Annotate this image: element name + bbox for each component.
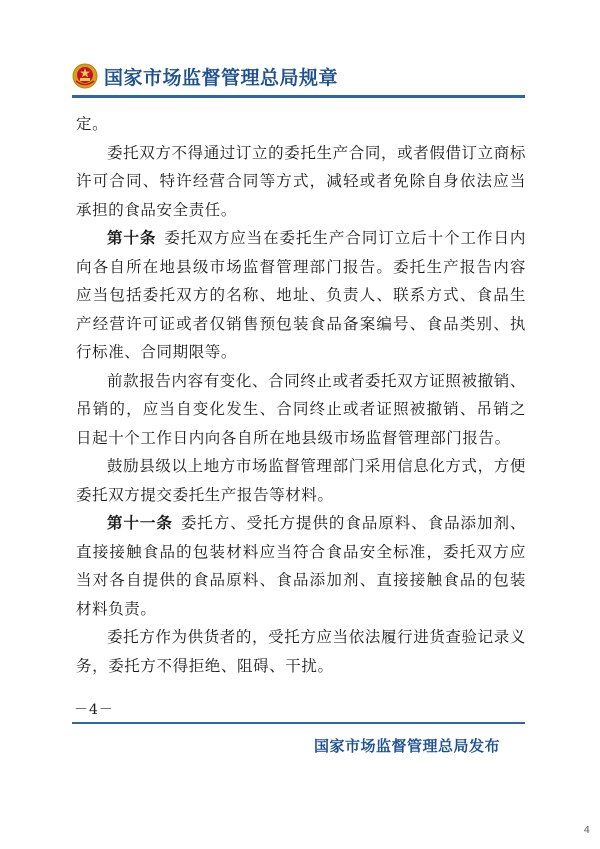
article-text: 委托方、受托方提供的食品原料、食品添加剂、直接接触食品的包装材料应当符合食品安全标准，委托双方应当对各自提供的食品原料、食品添加剂、直接接触食品的包装材料负责。: [76, 514, 526, 618]
paragraph: 前款报告内容有变化、合同终止或者委托双方证照被撤销、吊销的，应当自变化发生、合同终止或者证照被撤销、吊销之日起十个工作日内向各自所在地县级市场监督管理部门报告。: [76, 371, 526, 447]
paragraph: 委托双方不得通过订立的委托生产合同，或者假借订立商标许可合同、特许经营合同等方式，减轻或者免除自身依法应当承担的食品安全责任。: [76, 143, 526, 219]
article-number: 第十一条: [107, 514, 173, 532]
article-number: 第十条: [107, 229, 157, 247]
paragraph: 委托方作为供货者的，受托方应当依法履行进货查验记录义务，委托方不得拒绝、阻碍、干扰。: [76, 628, 526, 675]
article-11: [76, 509, 526, 623]
sheet-number: 4: [583, 825, 590, 836]
page-number: －4－: [74, 702, 114, 718]
body-content: [76, 110, 526, 680]
article-text: 委托双方应当在委托生产合同订立后十个工作日内向各自所在地县级市场监督管理部门报告。委托生产报告内容应当包括委托双方的名称、地址、负责人、联系方式、食品生产经营许可证或者仅销售预包装食品备案编号、食品类别、执行标准、合同期限等。: [76, 229, 527, 361]
national-emblem-icon: [72, 63, 98, 89]
paragraph-continuation: 定。: [76, 115, 109, 133]
page-header: [72, 61, 338, 91]
footer-divider: [72, 722, 525, 724]
issuer-label: 国家市场监督管理总局发布: [313, 737, 500, 755]
header-divider: [72, 95, 525, 98]
header-title: 国家市场监督管理总局规章: [104, 66, 339, 89]
paragraph: 鼓励县级以上地方市场监督管理部门采用信息化方式，方便委托双方提交委托生产报告等材料。: [76, 457, 526, 504]
article-10: [76, 224, 526, 367]
